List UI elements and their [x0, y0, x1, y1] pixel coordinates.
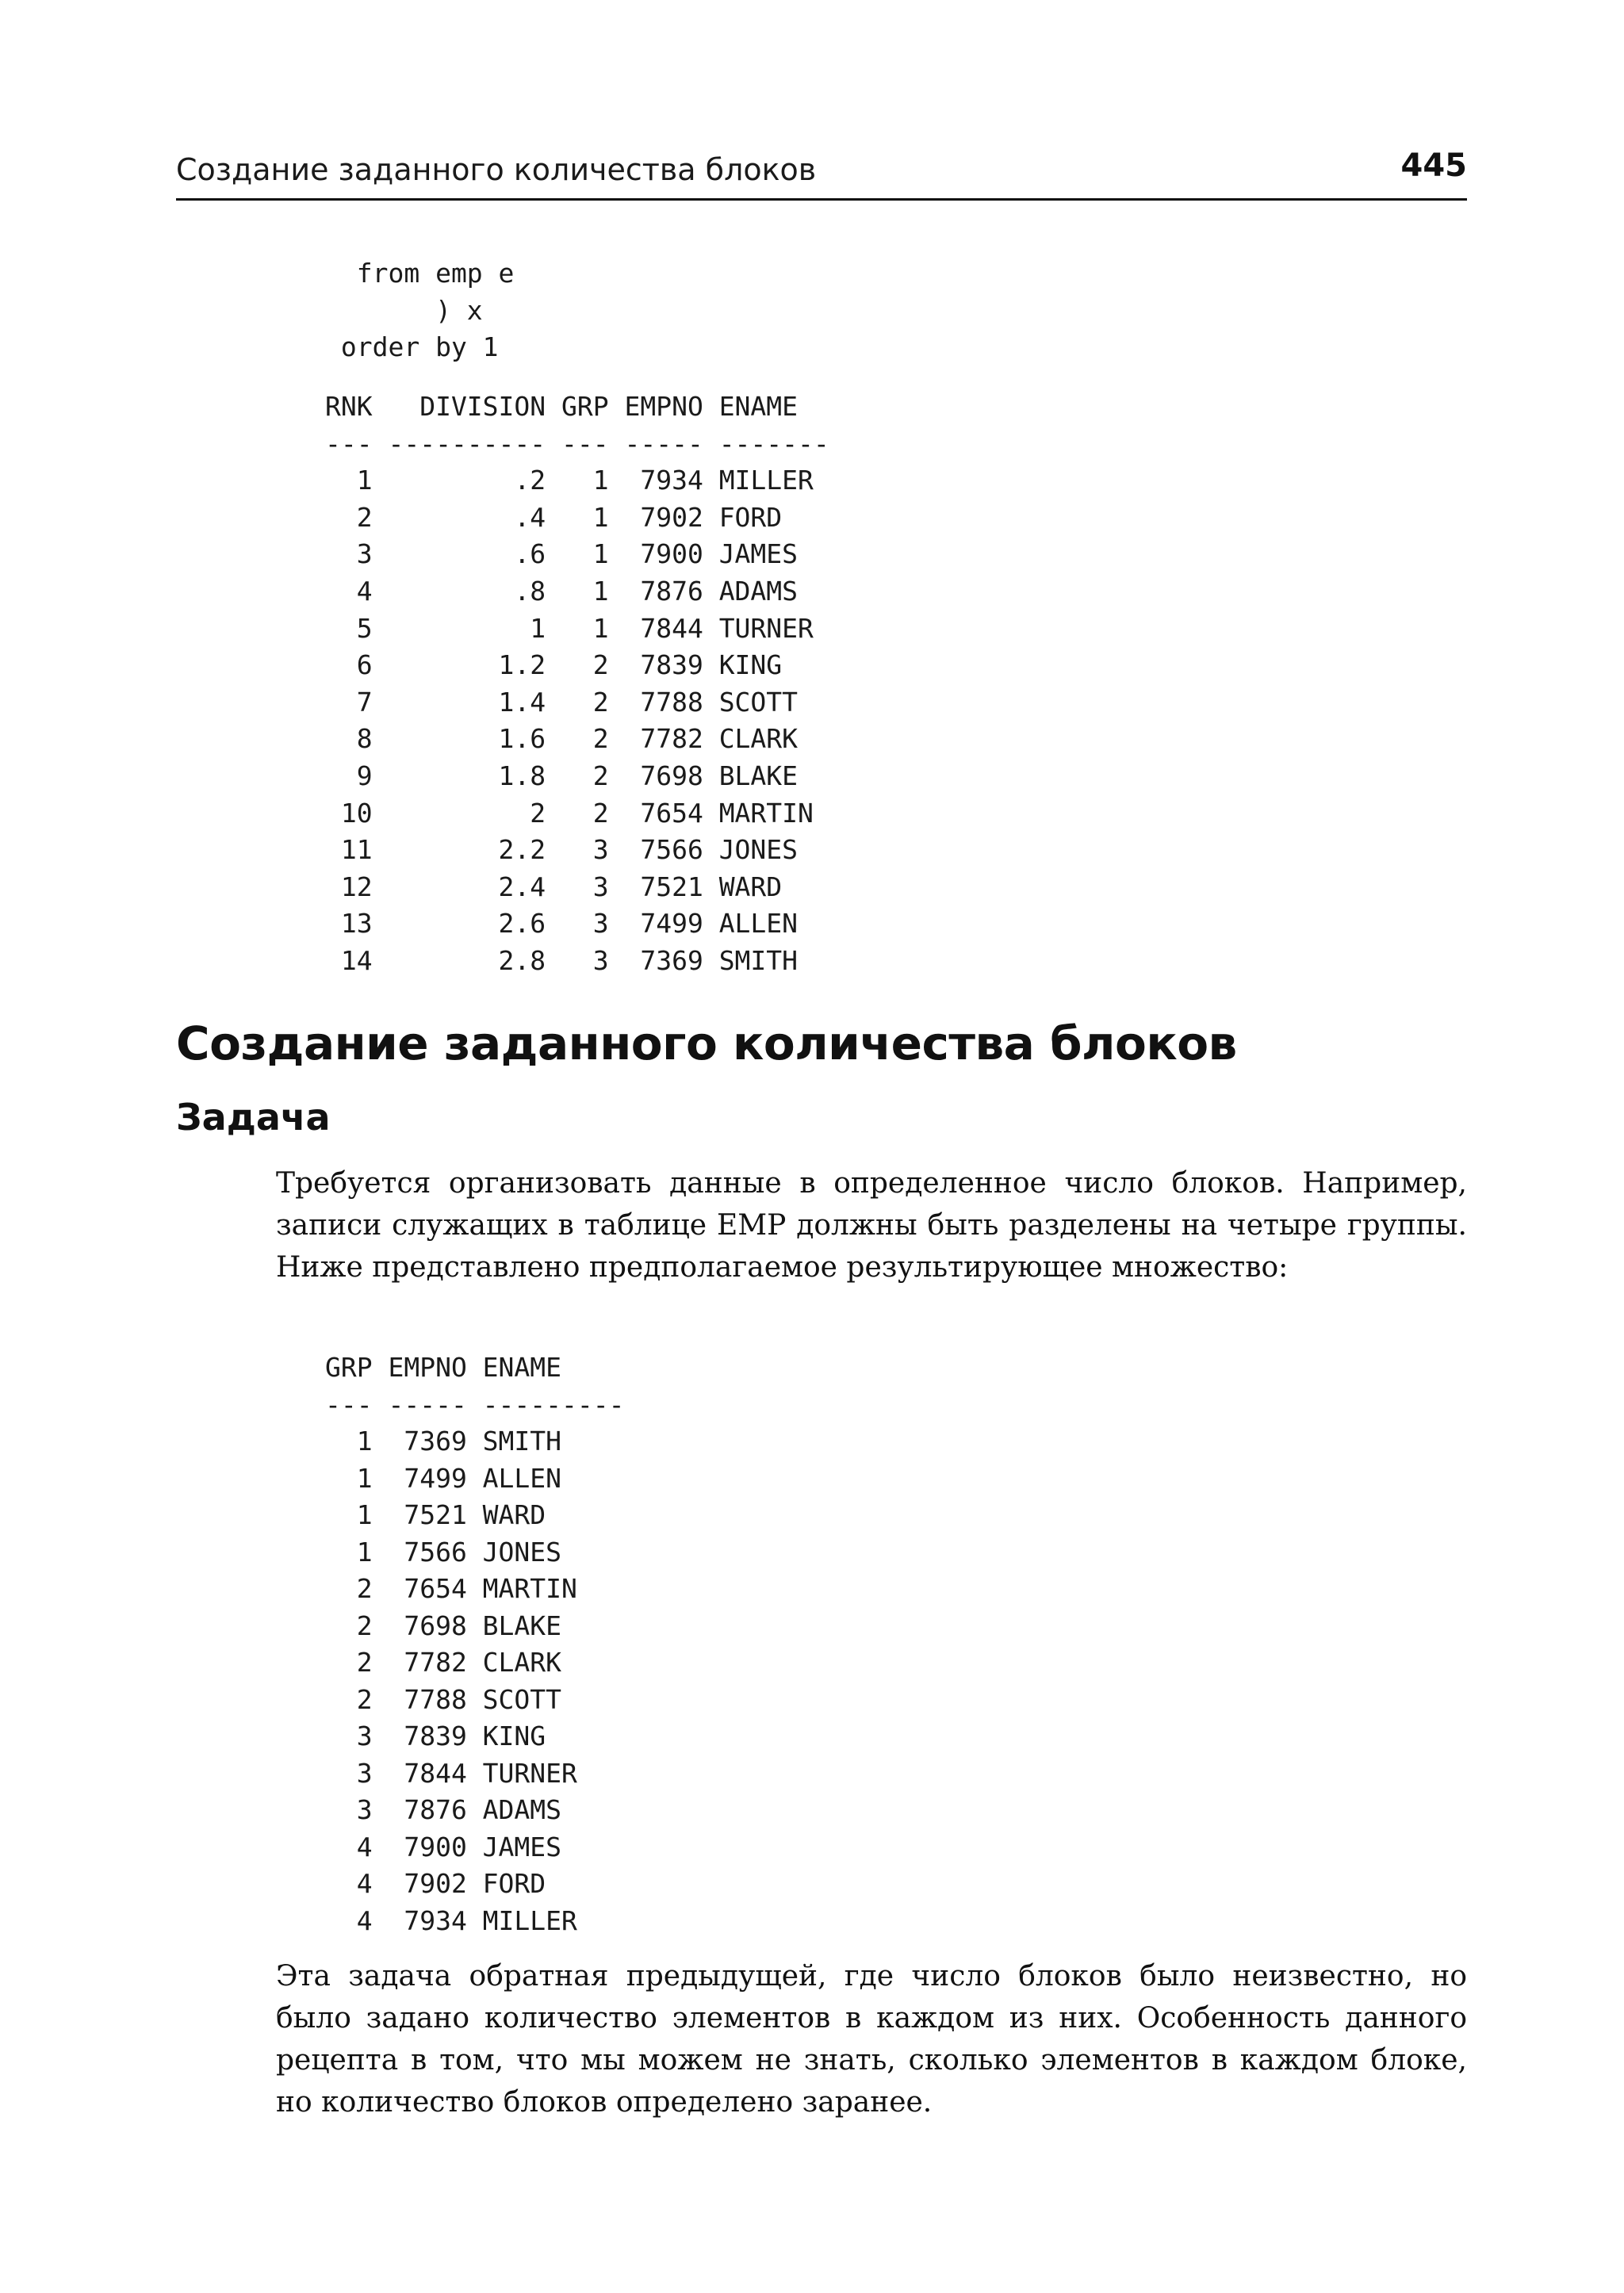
sql-code-continuation: from emp e ) x order by 1: [340, 258, 515, 362]
running-header: [176, 144, 1467, 201]
result-table-grp-empno: GRP EMPNO ENAME --- ----- --------- 1 7369 SMITH 1 7499 ALLEN 1 7521 WARD 1 7566 JONES 2 7654 MARTIN 2 7698 BLAKE 2 7782 CLARK 2 7788 SCOTT 3 7839 KING 3 7844 TURNER 3 7876 ADAMS 4 7900 JAMES 4 7902 FORD 4 7934 MILLER: [325, 1352, 625, 1936]
task-paragraph: Требуется организовать данные в определенное число блоков. Например, записи служащих в таблице EMP должны быть разделены на четыре группы. Ниже представлено предполагаемое результирующее множество:: [276, 1167, 1467, 1284]
page-number: 445: [1400, 147, 1467, 184]
section-heading: Создание заданного количества блоков: [176, 1016, 1237, 1070]
subsection-heading-task: Задача: [176, 1096, 331, 1139]
result-table-rnk-division: RNK DIVISION GRP EMPNO ENAME --- ---------- --- ----- ------- 1 .2 1 7934 MILLER 2 .4 1 7902 FORD 3 .6 1 7900 JAMES 4 .8 1 7876 ADAMS 5 1 1 7844 TURNER 6 1.2 2 7839 KING 7 1.4 2 7788 SCOTT 8 1.6 2 7782 CLARK 9 1.8 2 7698 BLAKE 10 2 2 7654 MARTIN 11 2.2 3 7566 JONES 12 2.4 3 7521 WARD 13 2.6 3 7499 ALLEN 14 2.8 3 7369 SMITH: [325, 391, 829, 976]
explanation-paragraph: Эта задача обратная предыдущей, где число блоков было неизвестно, но было задано количество элементов в каждом из них. Особенность данного рецепта в том, что мы можем не знать, сколько элементов в каждом блоке, но количество блоков определено заранее.: [276, 1960, 1467, 2119]
running-title: Создание заданного количества блоков: [176, 152, 817, 187]
